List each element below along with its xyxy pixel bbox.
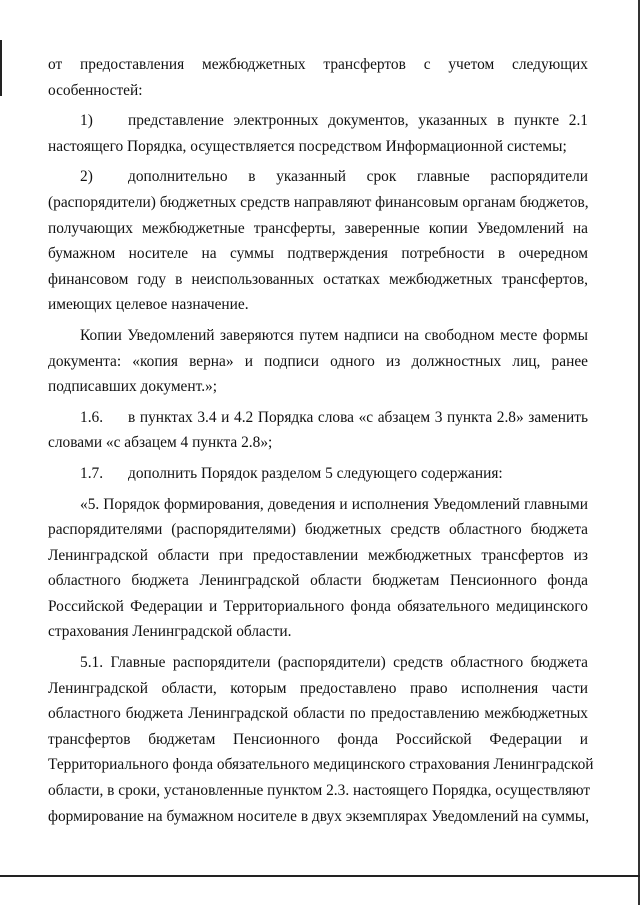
text-line: формирование на бумажном носителе в двух экземплярах Уведомлений на суммы,: [48, 807, 590, 825]
scan-edge-mark: [0, 40, 2, 96]
paragraph: [48, 52, 588, 103]
text-line: трансфертов бюджетам Пенсионного фонда Российской Федерации и: [48, 730, 588, 748]
list-item-paragraph: [48, 405, 588, 456]
text-line: областного бюджета Ленинградской области бюджетам Пенсионного фонда: [48, 572, 588, 590]
paragraph: [48, 323, 588, 400]
text-line: документа: «копия верна» и подписи одного из должностных лиц, ранее: [48, 352, 588, 370]
text-line: особенностей:: [48, 81, 143, 99]
text-line: подписавших документ.»;: [48, 378, 218, 396]
text-line: [48, 461, 588, 487]
line-text: представление электронных документов, указанных в пункте 2.1: [128, 112, 588, 130]
text-line: Ленинградской области, которым предоставлено право исполнения части: [48, 679, 588, 697]
text-line: (распорядители) бюджетных средств направляют финансовым органам бюджетов,: [48, 193, 589, 211]
text-line: бумажном носителе на суммы подтверждения потребности в очередном: [48, 245, 588, 263]
paragraph: [48, 650, 594, 829]
list-item-paragraph: [48, 108, 588, 159]
list-number: 1): [80, 112, 93, 130]
line-text: в пунктах 3.4 и 4.2 Порядка слова «с абзацем 3 пункта 2.8» заменить: [128, 408, 588, 426]
text-line: от предоставления межбюджетных трансфертов с учетом следующих: [48, 56, 588, 73]
text-line: области, в сроки, установленные пунктом 2.3. настоящего Порядка, осуществляют: [48, 782, 591, 800]
text-line: Территориального фонда обязательного медицинского страхования Ленинградской: [48, 756, 594, 774]
text-line: страхования Ленинградской области.: [48, 623, 292, 641]
text-line: имеющих целевое назначение.: [48, 296, 249, 314]
text-line: [48, 405, 588, 431]
text-line: Копии Уведомлений заверяются путем надписи на свободном месте формы: [80, 326, 588, 344]
text-line: «5. Порядок формирования, доведения и исполнения Уведомлений главными: [80, 495, 588, 513]
document-body: [48, 52, 594, 829]
text-line: 5.1. Главные распорядители (распорядители) средств областного бюджета: [80, 654, 588, 672]
list-item-paragraph: [48, 461, 588, 487]
section-heading-paragraph: [48, 492, 588, 646]
text-line: настоящего Порядка, осуществляется посредством Информационной системы;: [48, 137, 567, 155]
text-line: [48, 108, 588, 134]
list-number: 2): [80, 168, 93, 186]
text-line: областного бюджета Ленинградской области по предоставлению межбюджетных: [48, 705, 588, 723]
line-text: дополнительно в указанный срок главные распорядители: [128, 168, 588, 186]
list-item-paragraph: [48, 164, 588, 318]
page-bottom-rule: [0, 875, 640, 877]
list-number: 1.7.: [80, 464, 104, 482]
text-line: [48, 164, 588, 190]
text-line: Ленинградской области при предоставлении межбюджетных трансфертов из: [48, 546, 588, 564]
text-line: словами «с абзацем 4 пункта 2.8»;: [48, 434, 273, 452]
text-line: распорядителями (распорядителями) бюджетных средств областного бюджета: [48, 521, 588, 539]
text-line: финансовом году в неиспользованных остатках межбюджетных трансфертов,: [48, 270, 588, 288]
text-line: получающих межбюджетные трансферты, заверенные копии Уведомлений на: [48, 219, 588, 237]
text-line: Российской Федерации и Территориального фонда обязательного медицинского: [48, 597, 588, 615]
list-number: 1.6.: [80, 408, 104, 426]
line-text: дополнить Порядок разделом 5 следующего содержания:: [128, 464, 503, 482]
